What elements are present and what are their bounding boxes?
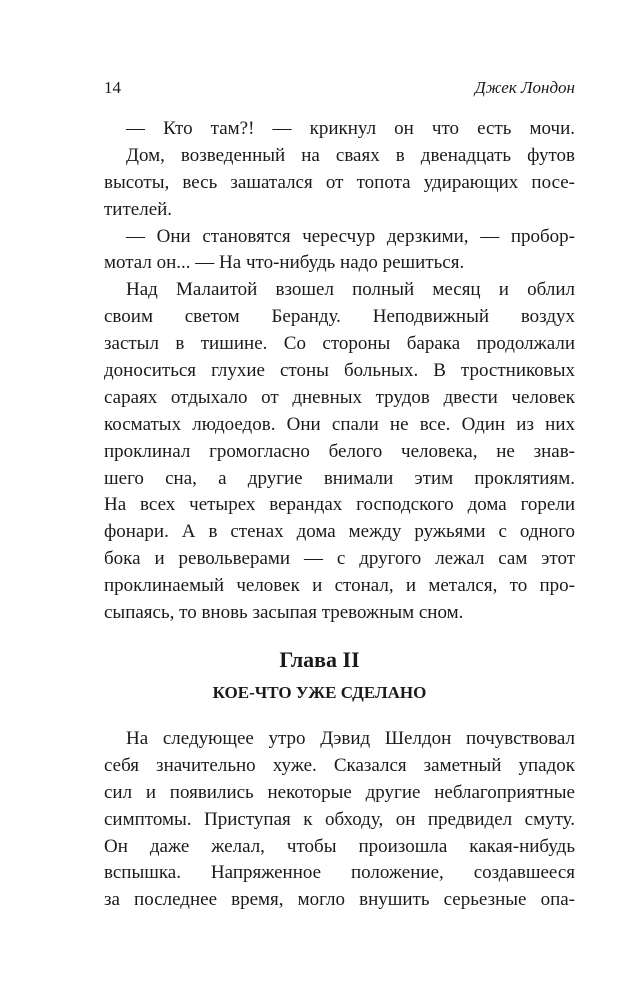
text-line: сараях отдыхало от дневных трудов двести человек xyxy=(104,386,575,408)
text-line: своим светом Беранду. Неподвижный воздух xyxy=(104,306,575,328)
text-line: сил и появились некоторые другие неблагоприятные xyxy=(104,781,575,803)
text-line: вспышка. Напряженное положение, создавшееся xyxy=(104,862,575,884)
text-line: мотал он... — На что-нибудь надо решиться. xyxy=(104,252,465,274)
text-line: бока и револьверами — с другого лежал сам этот xyxy=(104,548,575,570)
page-number: 14 xyxy=(104,78,121,97)
text-line: Дом, возведенный на сваях в двенадцать футов xyxy=(126,144,575,166)
text-line: себя значительно хуже. Сказался заметный упадок xyxy=(104,754,575,776)
text-line: проклинаемый человек и стонал, и метался, то про- xyxy=(104,575,575,597)
body-text-section-two xyxy=(104,726,575,914)
text-line: — Они становятся чересчур дерзкими, — пробор- xyxy=(126,225,575,247)
text-line: тителей. xyxy=(104,198,173,220)
text-line: На следующее утро Дэвид Шелдон почувствовал xyxy=(126,728,575,749)
running-head-author: Джек Лондон xyxy=(474,78,575,97)
chapter-title: Глава II xyxy=(279,647,360,672)
page-header xyxy=(104,78,575,102)
body-text-section-one xyxy=(104,116,575,627)
text-line: за последнее время, могло внушить серьезные опа- xyxy=(104,889,575,911)
text-line: сыпаясь, то вновь засыпая тревожным сном. xyxy=(104,602,464,624)
text-line: шего сна, а другие внимали этим проклятиям. xyxy=(104,467,575,489)
text-line: застыл в тишине. Со стороны барака продолжали xyxy=(104,333,575,355)
text-line: высоты, весь зашатался от топота удирающих посе- xyxy=(104,171,575,193)
text-line: фонари. А в стенах дома между ружьями с одного xyxy=(104,521,575,543)
text-line: косматых людоедов. Они спали не все. Один из них xyxy=(104,413,575,435)
text-line: Он даже желал, чтобы произошла какая-нибудь xyxy=(104,835,575,857)
chapter-subtitle: КОЕ-ЧТО УЖЕ СДЕЛАНО xyxy=(212,683,427,702)
text-line: На всех четырех верандах господского дома горели xyxy=(104,494,575,516)
text-line: доноситься глухие стоны больных. В тростниковых xyxy=(104,360,575,382)
text-line: Над Малаитой взошел полный месяц и облил xyxy=(126,279,575,301)
text-line: проклинал громогласно белого человека, не знав- xyxy=(104,440,575,462)
text-line: — Кто там?! — крикнул он что есть мочи. xyxy=(126,118,575,139)
text-line: симптомы. Приступая к обходу, он предвидел смуту. xyxy=(104,808,575,830)
